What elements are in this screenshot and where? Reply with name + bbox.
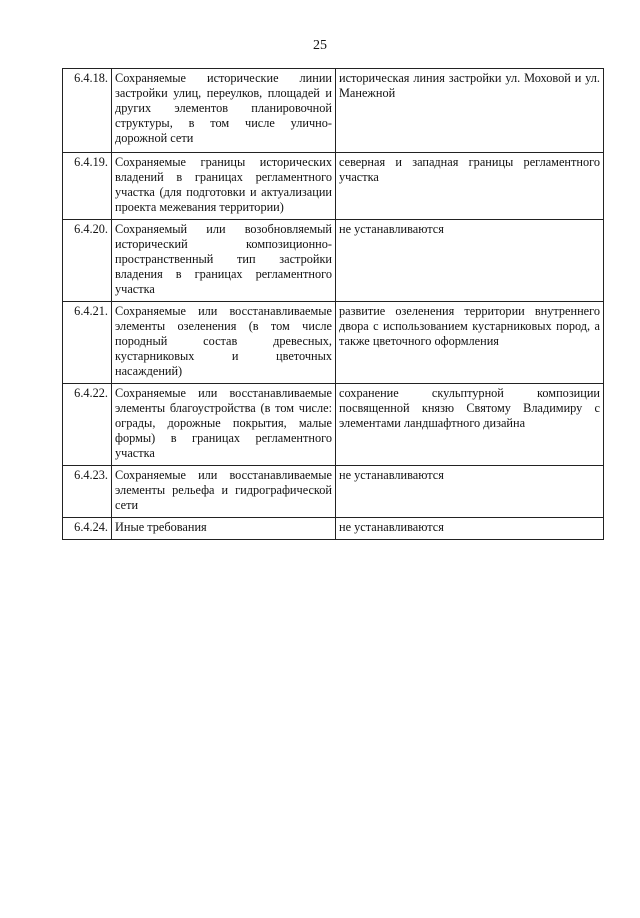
value-cell: северная и западная границы регламентного участка — [336, 153, 604, 220]
value-cell: историческая линия застройки ул. Моховой и ул. Манежной — [336, 69, 604, 153]
row-number: 6.4.21. — [63, 302, 112, 384]
row-number: 6.4.24. — [63, 518, 112, 540]
requirement-cell: Иные требования — [112, 518, 336, 540]
table-row — [63, 518, 604, 540]
row-number: 6.4.18. — [63, 69, 112, 153]
table-row — [63, 153, 604, 220]
table-row — [63, 220, 604, 302]
table-row — [63, 302, 604, 384]
row-number: 6.4.23. — [63, 466, 112, 518]
requirement-cell: Сохраняемые исторические линии застройки улиц, переулков, площадей и других элементов планировочной структуры, в том числе улично-дорожной сети — [112, 69, 336, 153]
requirement-cell: Сохраняемые границы исторических владений в границах регламентного участка (для подготовки и актуализации проекта межевания территории) — [112, 153, 336, 220]
value-cell: не устанавливаются — [336, 466, 604, 518]
requirement-cell: Сохраняемые или восстанавливаемые элементы рельефа и гидрографической сети — [112, 466, 336, 518]
row-number: 6.4.20. — [63, 220, 112, 302]
page-number: 25 — [313, 38, 327, 53]
value-cell: не устанавливаются — [336, 518, 604, 540]
table-row — [63, 466, 604, 518]
row-number: 6.4.22. — [63, 384, 112, 466]
requirement-cell: Сохраняемые или восстанавливаемые элементы благоустройства (в том числе: ограды, дорожные покрытия, малые формы) в границах регламентного участка — [112, 384, 336, 466]
value-cell: не устанавливаются — [336, 220, 604, 302]
value-cell: сохранение скульптурной композиции посвященной князю Святому Владимиру с элементами ландшафтного дизайна — [336, 384, 604, 466]
requirement-cell: Сохраняемый или возобновляемый исторический композиционно-пространственный тип застройки владения в границах регламентного участка — [112, 220, 336, 302]
requirement-cell: Сохраняемые или восстанавливаемые элементы озеленения (в том числе породный состав древесных, кустарниковых и цветочных насаждений) — [112, 302, 336, 384]
row-number: 6.4.19. — [63, 153, 112, 220]
table-row — [63, 69, 604, 153]
value-cell: развитие озеленения территории внутреннего двора с использованием кустарниковых пород, а также цветочного оформления — [336, 302, 604, 384]
table-row — [63, 384, 604, 466]
requirements-table — [62, 68, 604, 540]
